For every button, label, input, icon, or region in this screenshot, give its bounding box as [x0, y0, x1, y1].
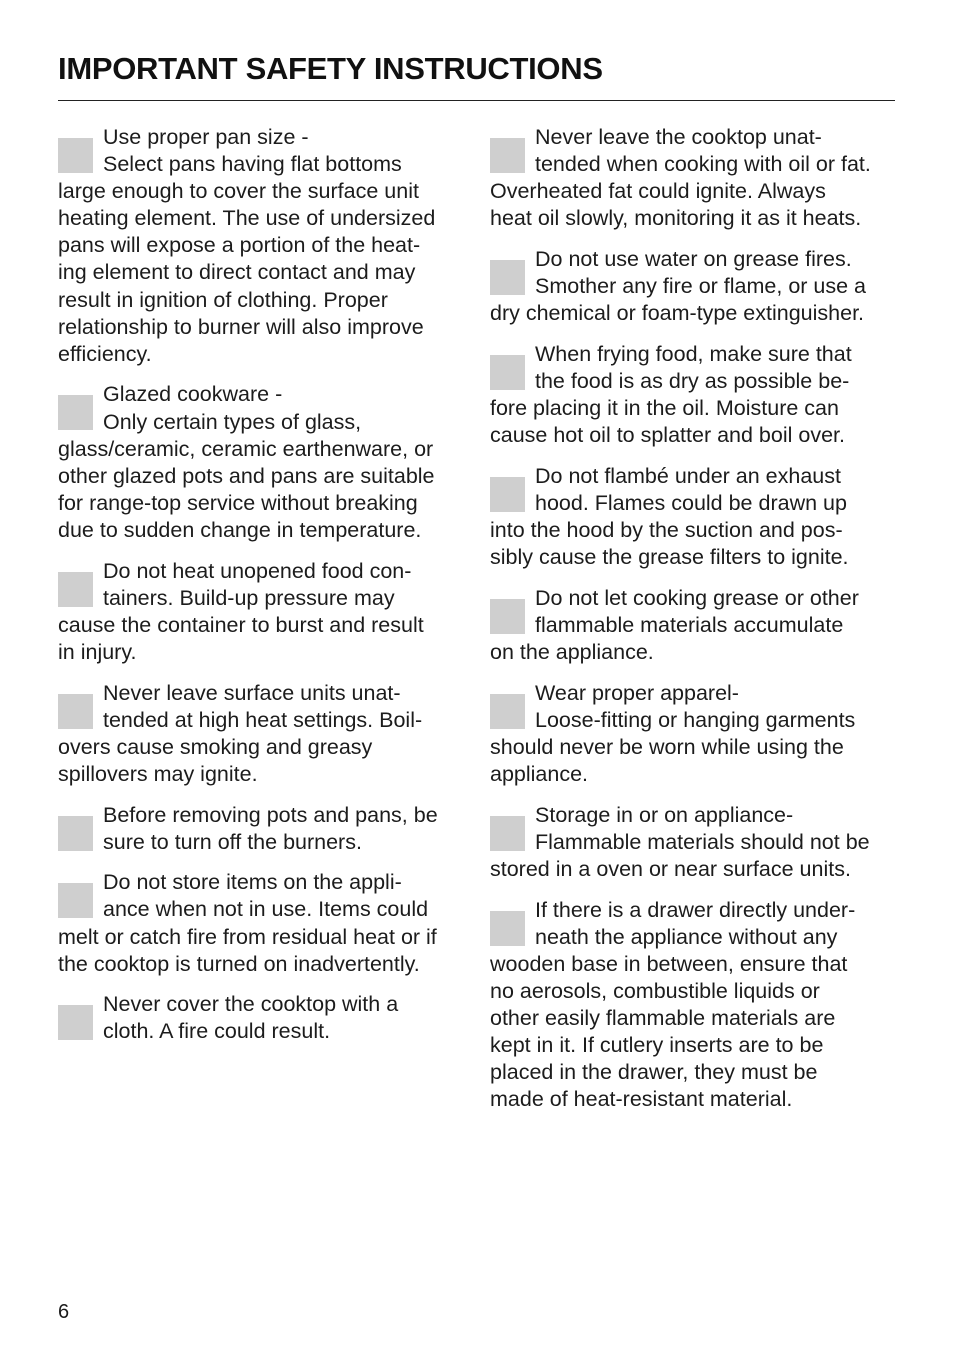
- safety-instruction-item: [58, 991, 466, 1045]
- instruction-text-line: Select pans having flat bottoms: [103, 152, 402, 177]
- bullet-square-icon: [490, 599, 525, 634]
- safety-instruction-item: [490, 680, 896, 788]
- instruction-text-line: Glazed cookware -: [103, 382, 283, 407]
- instruction-text-line: for range-top service without breaking: [58, 490, 418, 515]
- safety-instruction-item: [490, 897, 896, 1114]
- safety-instruction-item: [490, 246, 896, 327]
- instruction-text-line: Smother any fire or flame, or use a: [535, 274, 867, 299]
- bullet-square-icon: [58, 694, 93, 729]
- instruction-text-line: neath the appliance without any: [535, 924, 838, 949]
- instruction-text-line: Only certain types of glass,: [103, 409, 362, 434]
- bullet-square-icon: [58, 572, 93, 607]
- bullet-square-icon: [490, 477, 525, 512]
- instruction-text-line: When frying food, make sure that: [535, 341, 852, 366]
- instruction-text-line: relationship to burner will also improve: [58, 314, 424, 339]
- instruction-text-line: Do not store items on the appli-: [103, 870, 402, 895]
- instruction-text-line: other easily flammable materials are: [490, 1005, 836, 1030]
- safety-instruction-item: [58, 558, 466, 666]
- instruction-text-line: kept in it. If cutlery inserts are to be: [490, 1032, 824, 1057]
- instruction-text-line: Do not flambé under an exhaust: [535, 463, 841, 488]
- safety-instruction-item: [58, 869, 466, 977]
- bullet-square-icon: [490, 260, 525, 295]
- instruction-text-line: Use proper pan size -: [103, 125, 309, 149]
- instruction-text-line: other glazed pots and pans are suitable: [58, 463, 435, 488]
- right-column: [490, 124, 896, 1127]
- instruction-text-line: appliance.: [490, 761, 589, 786]
- bullet-square-icon: [58, 883, 93, 918]
- safety-instruction-item: [58, 802, 466, 856]
- bullet-square-icon: [58, 1005, 93, 1040]
- instruction-text-line: stored in a oven or near surface units.: [490, 856, 851, 881]
- bullet-square-icon: [490, 816, 525, 851]
- instruction-text-line: Overheated fat could ignite. Always: [490, 179, 826, 204]
- page-title: IMPORTANT SAFETY INSTRUCTIONS: [58, 51, 603, 86]
- instruction-text-line: Never cover the cooktop with a: [103, 992, 399, 1017]
- bullet-square-icon: [490, 138, 525, 173]
- instruction-text-line: ing element to direct contact and may: [58, 260, 416, 285]
- instruction-text-line: on the appliance.: [490, 639, 654, 664]
- instruction-text-line: hood. Flames could be drawn up: [535, 490, 847, 515]
- safety-instruction-item: [490, 341, 896, 449]
- instruction-text-line: efficiency.: [58, 341, 152, 366]
- safety-instruction-item: [58, 124, 466, 368]
- instruction-text-line: wooden base in between, ensure that: [490, 951, 848, 976]
- safety-instruction-item: [58, 381, 466, 544]
- instruction-text-line: due to sudden change in temperature.: [58, 517, 422, 542]
- instruction-text-line: placed in the drawer, they must be: [490, 1060, 818, 1085]
- instruction-text-line: Do not heat unopened food con-: [103, 558, 412, 583]
- instruction-text-line: heat oil slowly, monitoring it as it heats.: [490, 206, 862, 231]
- instruction-text-line: glass/ceramic, ceramic earthenware, or: [58, 436, 434, 461]
- bullet-square-icon: [490, 355, 525, 390]
- instruction-text-line: Never leave surface units unat-: [103, 680, 401, 705]
- bullet-square-icon: [490, 694, 525, 729]
- instruction-text-line: tended at high heat settings. Boil-: [103, 707, 423, 732]
- instruction-text-line: Do not use water on grease fires.: [535, 246, 852, 271]
- instruction-text-line: no aerosols, combustible liquids or: [490, 978, 820, 1003]
- safety-instruction-item: [490, 463, 896, 571]
- instruction-text-line: Loose-fitting or hanging garments: [535, 707, 856, 732]
- instruction-text-line: pans will expose a portion of the heat-: [58, 233, 421, 258]
- instruction-text-line: melt or catch fire from residual heat or if: [58, 924, 437, 949]
- instruction-text-line: overs cause smoking and greasy: [58, 734, 373, 759]
- safety-instruction-item: [58, 680, 466, 788]
- instruction-text-line: should never be worn while using the: [490, 734, 844, 759]
- title-divider: [58, 100, 895, 101]
- instruction-text-line: flammable materials accumulate: [535, 612, 844, 637]
- instruction-text-line: result in ignition of clothing. Proper: [58, 287, 388, 312]
- instruction-text-line: tainers. Build-up pressure may: [103, 585, 395, 610]
- instruction-text-line: spillovers may ignite.: [58, 761, 258, 786]
- bullet-square-icon: [58, 138, 93, 173]
- instruction-text-line: in injury.: [58, 639, 137, 664]
- instruction-text-line: cause the container to burst and result: [58, 612, 424, 637]
- safety-instruction-item: [490, 585, 896, 666]
- instruction-text-line: Never leave the cooktop unat-: [535, 125, 822, 149]
- instruction-text-line: tended when cooking with oil or fat.: [535, 152, 871, 177]
- safety-instruction-item: [490, 802, 896, 883]
- instruction-text-line: sure to turn off the burners.: [103, 829, 362, 854]
- instruction-text-line: fore placing it in the oil. Moisture can: [490, 396, 839, 421]
- instruction-text-line: made of heat-resistant material.: [490, 1087, 793, 1112]
- instruction-text-line: large enough to cover the surface unit: [58, 179, 419, 204]
- instruction-text-line: Do not let cooking grease or other: [535, 585, 859, 610]
- left-column: [58, 124, 466, 1059]
- bullet-square-icon: [490, 911, 525, 946]
- instruction-text-line: Before removing pots and pans, be: [103, 802, 438, 827]
- safety-instruction-item: [490, 124, 896, 232]
- instruction-text-line: dry chemical or foam-type extinguisher.: [490, 301, 865, 326]
- page-number: 6: [58, 1301, 70, 1323]
- instruction-text-line: If there is a drawer directly under-: [535, 897, 856, 922]
- instruction-text-line: the food is as dry as possible be-: [535, 368, 850, 393]
- instruction-text-line: ance when not in use. Items could: [103, 897, 429, 922]
- instruction-text-line: heating element. The use of undersized: [58, 206, 436, 231]
- instruction-text-line: the cooktop is turned on inadvertently.: [58, 951, 420, 976]
- instruction-text-line: Flammable materials should not be: [535, 829, 870, 854]
- instruction-text-line: cause hot oil to splatter and boil over.: [490, 423, 845, 448]
- instruction-text-line: Storage in or on appliance-: [535, 802, 794, 827]
- instruction-text-line: into the hood by the suction and pos-: [490, 518, 843, 542]
- instruction-text-line: sibly cause the grease filters to ignite.: [490, 545, 849, 570]
- bullet-square-icon: [58, 816, 93, 851]
- instruction-text-line: cloth. A fire could result.: [103, 1019, 331, 1044]
- instruction-text-line: Wear proper apparel-: [535, 680, 739, 705]
- bullet-square-icon: [58, 395, 93, 430]
